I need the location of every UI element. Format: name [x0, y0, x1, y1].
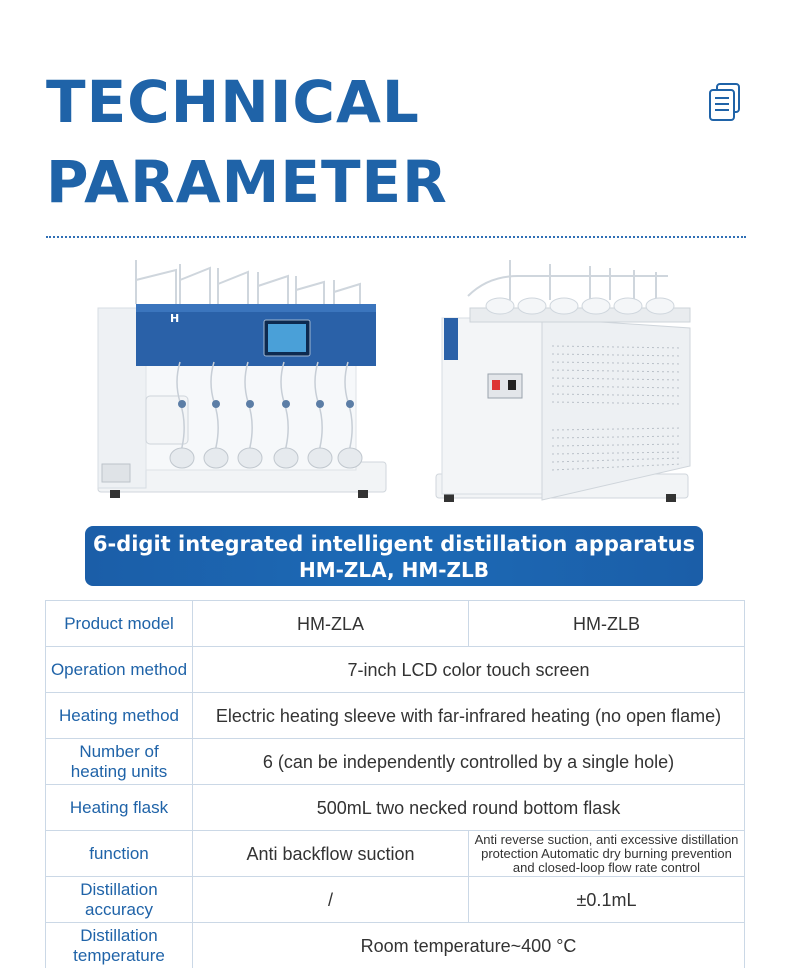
- row-label: Operation method: [46, 647, 193, 693]
- table-row: [46, 831, 745, 877]
- cell-value: Anti backflow suction: [193, 831, 469, 877]
- cell-value: Anti reverse suction, anti excessive distillation protection Automatic dry burning prevention and closed-loop flow rate control: [469, 831, 745, 877]
- rear-unit-image: [436, 260, 690, 502]
- page-title-line-1: TECHNICAL: [46, 68, 420, 136]
- row-label: Number of heating units: [46, 739, 193, 785]
- banner-models: HM-ZLA, HM-ZLB: [298, 558, 490, 582]
- row-label: Heating method: [46, 693, 193, 739]
- table-row: [46, 785, 745, 831]
- row-label: Heating flask: [46, 785, 193, 831]
- table-row: [46, 923, 745, 968]
- front-unit-image: [98, 260, 386, 498]
- cell-value: 6 (can be independently controlled by a single hole): [193, 739, 745, 785]
- table-row: [46, 693, 745, 739]
- cell-value: 7-inch LCD color touch screen: [193, 647, 745, 693]
- table-row: [46, 877, 745, 923]
- table-row: [46, 739, 745, 785]
- cell-value: Electric heating sleeve with far-infrared heating (no open flame): [193, 693, 745, 739]
- cell-value: HM-ZLB: [469, 601, 745, 647]
- table-row: [46, 647, 745, 693]
- panel-logo: H: [170, 312, 180, 325]
- product-image: [90, 250, 710, 520]
- banner-title: 6-digit integrated intelligent distillation apparatus: [92, 532, 696, 556]
- cell-value: ±0.1mL: [469, 877, 745, 923]
- cell-value: /: [193, 877, 469, 923]
- table-row: [46, 601, 745, 647]
- row-label: Distillation temperature: [46, 923, 193, 968]
- cell-value: HM-ZLA: [193, 601, 469, 647]
- spec-table: [45, 600, 745, 968]
- row-label: Product model: [46, 601, 193, 647]
- row-label: function: [46, 831, 193, 877]
- row-label: Distillation accuracy: [46, 877, 193, 923]
- page-title-line-2: PARAMETER: [46, 148, 448, 216]
- cell-value: 500mL two necked round bottom flask: [193, 785, 745, 831]
- cell-value: Room temperature~400 °C: [193, 923, 745, 968]
- document-icon[interactable]: [706, 82, 746, 122]
- product-banner: [85, 526, 703, 586]
- dotted-divider: [46, 236, 746, 238]
